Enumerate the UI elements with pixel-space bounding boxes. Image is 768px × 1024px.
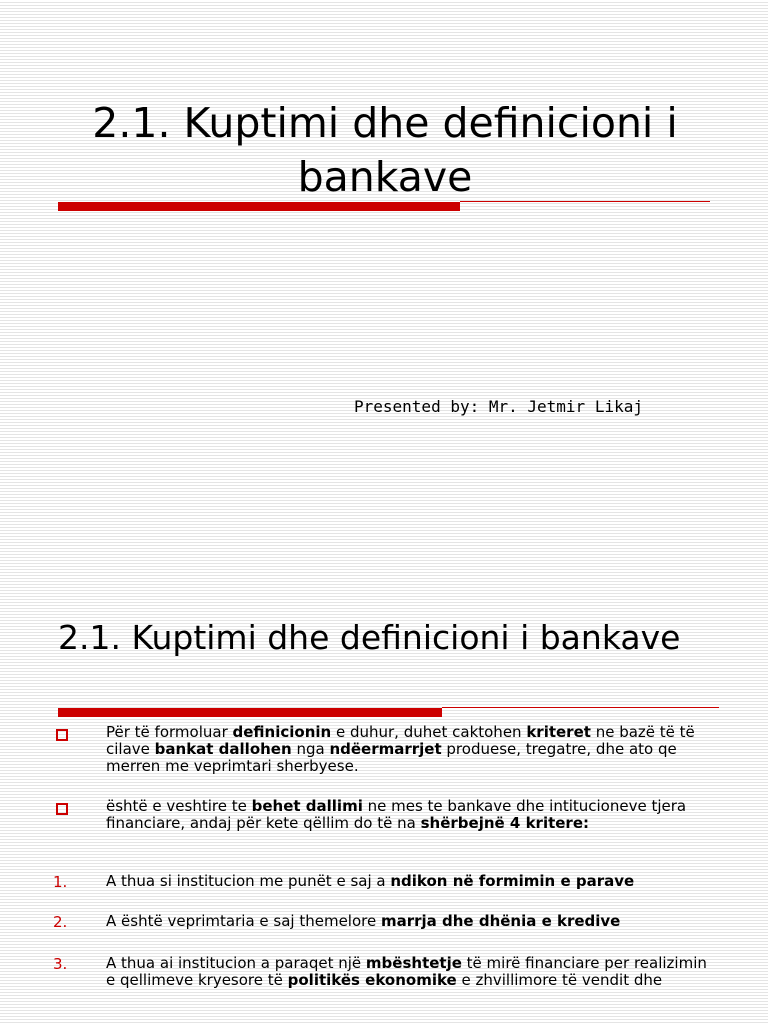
- presenter-credit: Presented by: Mr. Jetmir Likaj: [354, 397, 643, 416]
- list-number: 3.: [53, 955, 68, 973]
- body-text: ne mes te bankave dhe intitucioneve tjera financiare, andaj për kete qëllim do të na: [106, 797, 687, 832]
- body-text: nga: [291, 740, 330, 758]
- body-text: ne bazë të të cilave: [106, 723, 695, 758]
- body-text: A thua ai institucion a paraqet një: [106, 954, 366, 972]
- list-item-text: [106, 873, 716, 890]
- body-text: A thua si institucion me punët e saj a: [106, 872, 391, 890]
- body-text: është e veshtire te: [106, 797, 252, 815]
- emphasis-text: bankat dallohen: [154, 740, 292, 758]
- emphasis-text: mbështetje: [365, 954, 462, 972]
- slide-title: 2.1. Kuptimi dhe definicioni i bankave: [58, 618, 681, 657]
- body-text: Për të formoluar: [106, 723, 233, 741]
- list-number: 1.: [53, 873, 68, 891]
- emphasis-text: marrja dhe dhënia e kredive: [380, 912, 621, 930]
- list-item-text: [106, 913, 716, 930]
- list-number: 2.: [53, 913, 68, 931]
- title-underline-thick: [58, 708, 442, 717]
- emphasis-text: ndëermarrjet: [329, 740, 442, 758]
- title-underline-thin: [442, 707, 719, 708]
- list-item-text: [106, 955, 716, 989]
- list-item-text: [106, 724, 716, 775]
- body-text: e duhur, duhet caktohen: [331, 723, 527, 741]
- body-text: e zhvillimore të vendit dhe: [456, 971, 663, 989]
- square-bullet-icon: [56, 803, 68, 815]
- emphasis-text: shërbejnë 4 kritere:: [420, 814, 590, 832]
- content-slide: [0, 580, 768, 1024]
- emphasis-text: politikës ekonomike: [287, 971, 457, 989]
- emphasis-text: behet dallimi: [251, 797, 363, 815]
- body-text: të mirë financiare per realizimin e qellimeve kryesore të: [106, 954, 707, 989]
- list-item-text: [106, 798, 716, 832]
- body-text: produese, tregatre, dhe ato qe merren me veprimtari sherbyese.: [106, 740, 677, 775]
- title-underline-thin: [460, 201, 710, 202]
- emphasis-text: ndikon në formimin e parave: [390, 872, 635, 890]
- emphasis-text: kriteret: [526, 723, 591, 741]
- square-bullet-icon: [56, 729, 68, 741]
- body-text: A është veprimtaria e saj themelore: [106, 912, 381, 930]
- title-underline-thick: [58, 202, 460, 211]
- emphasis-text: definicionin: [232, 723, 332, 741]
- slide-title: 2.1. Kuptimi dhe definicioni i bankave: [92, 99, 678, 201]
